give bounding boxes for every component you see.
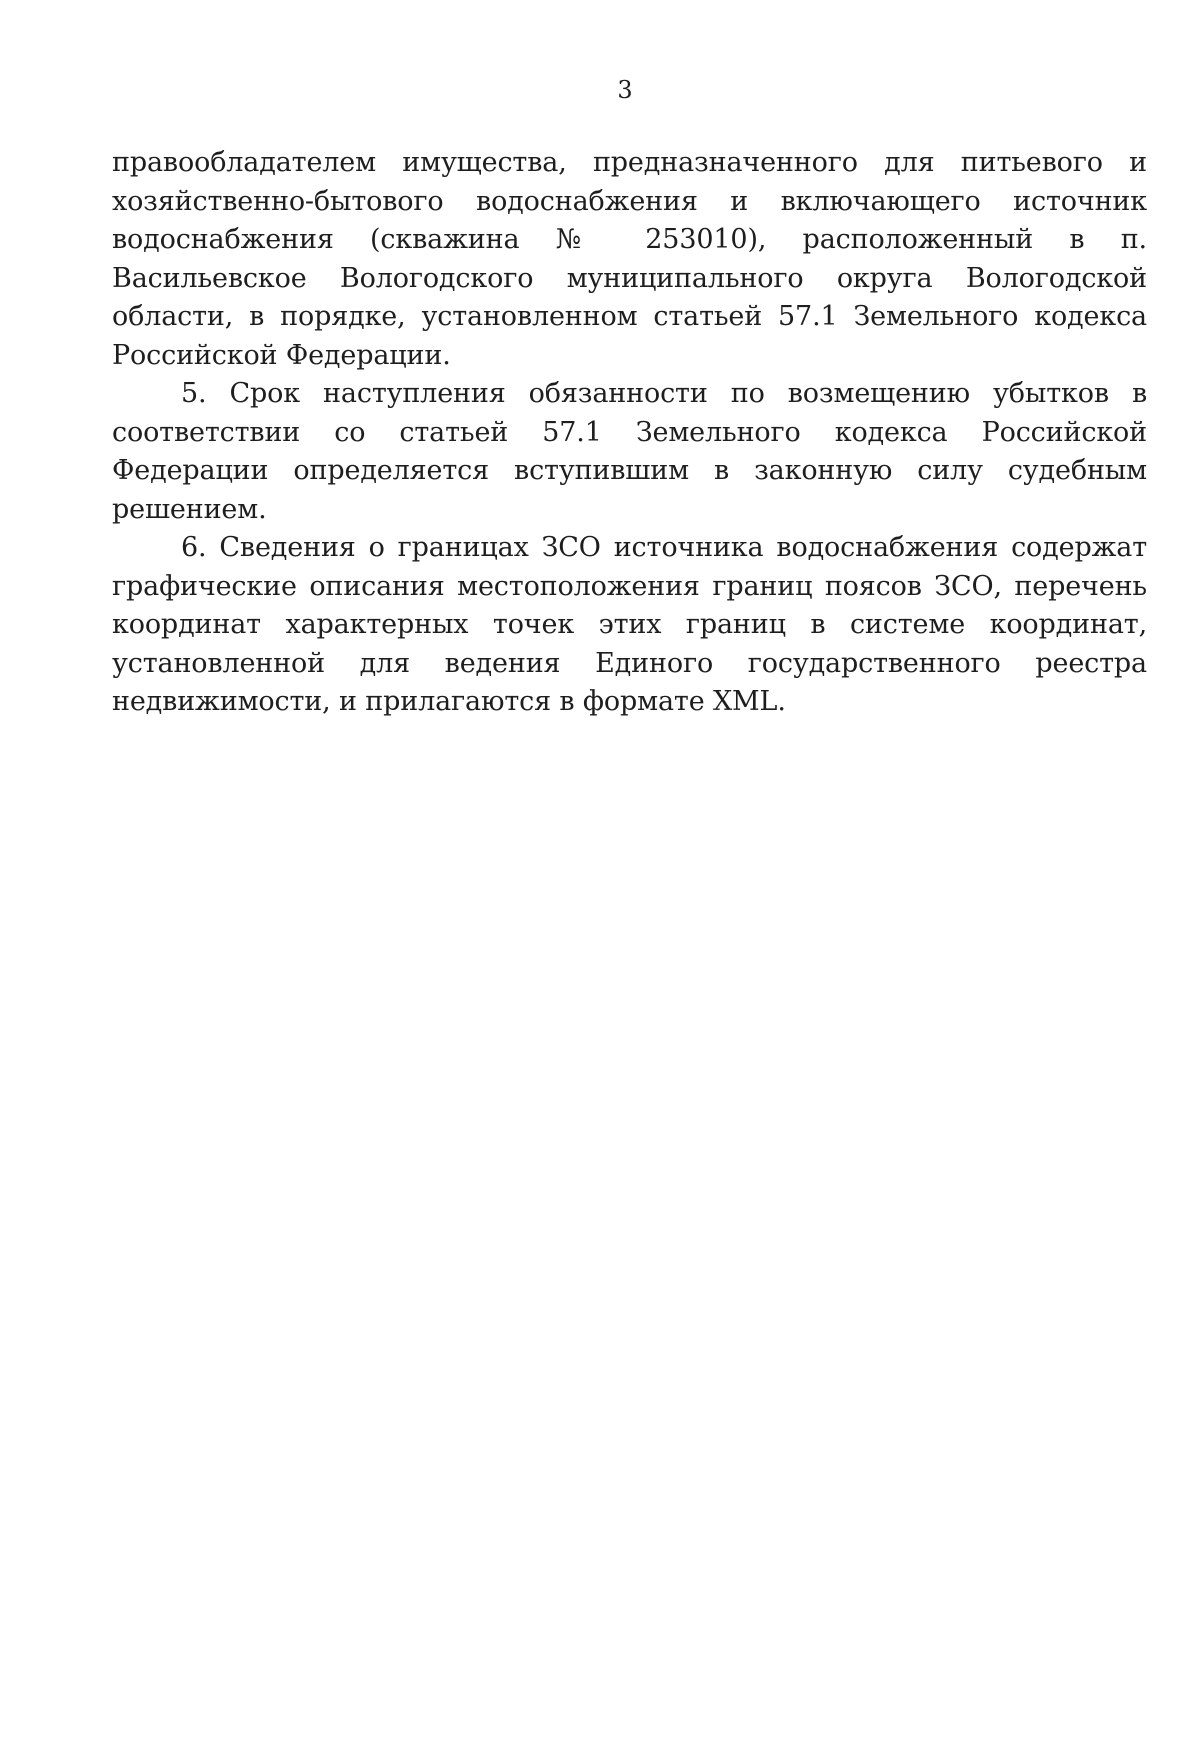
page-number: 3 xyxy=(617,76,633,104)
paragraph-item-5: 5. Срок наступления обязанности по возмещению убытков в соответствии со статьей 57.1 Земельного кодекса Российской Федерации определяется вступившим в законную силу судебным решением. xyxy=(112,378,1147,525)
paragraph-item-6: 6. Сведения о границах ЗСО источника водоснабжения содержат графические описания местоположения границ поясов ЗСО, перечень координат характерных точек этих границ в системе координат, установленной для ведения Единого государственного реестра недвижимости, и прилагаются в формате XML. xyxy=(112,532,1147,717)
paragraph-continuation: правообладателем имущества, предназначенного для питьевого и хозяйственно-бытового водоснабжения и включающего источник водоснабжения (скважина № 253010), расположенный в п. Васильевское Вологодского муниципального округа Вологодской области, в порядке, установленном статьей 57.1 Земельного кодекса Российской Федерации. xyxy=(112,147,1147,371)
document-body xyxy=(112,144,1147,722)
